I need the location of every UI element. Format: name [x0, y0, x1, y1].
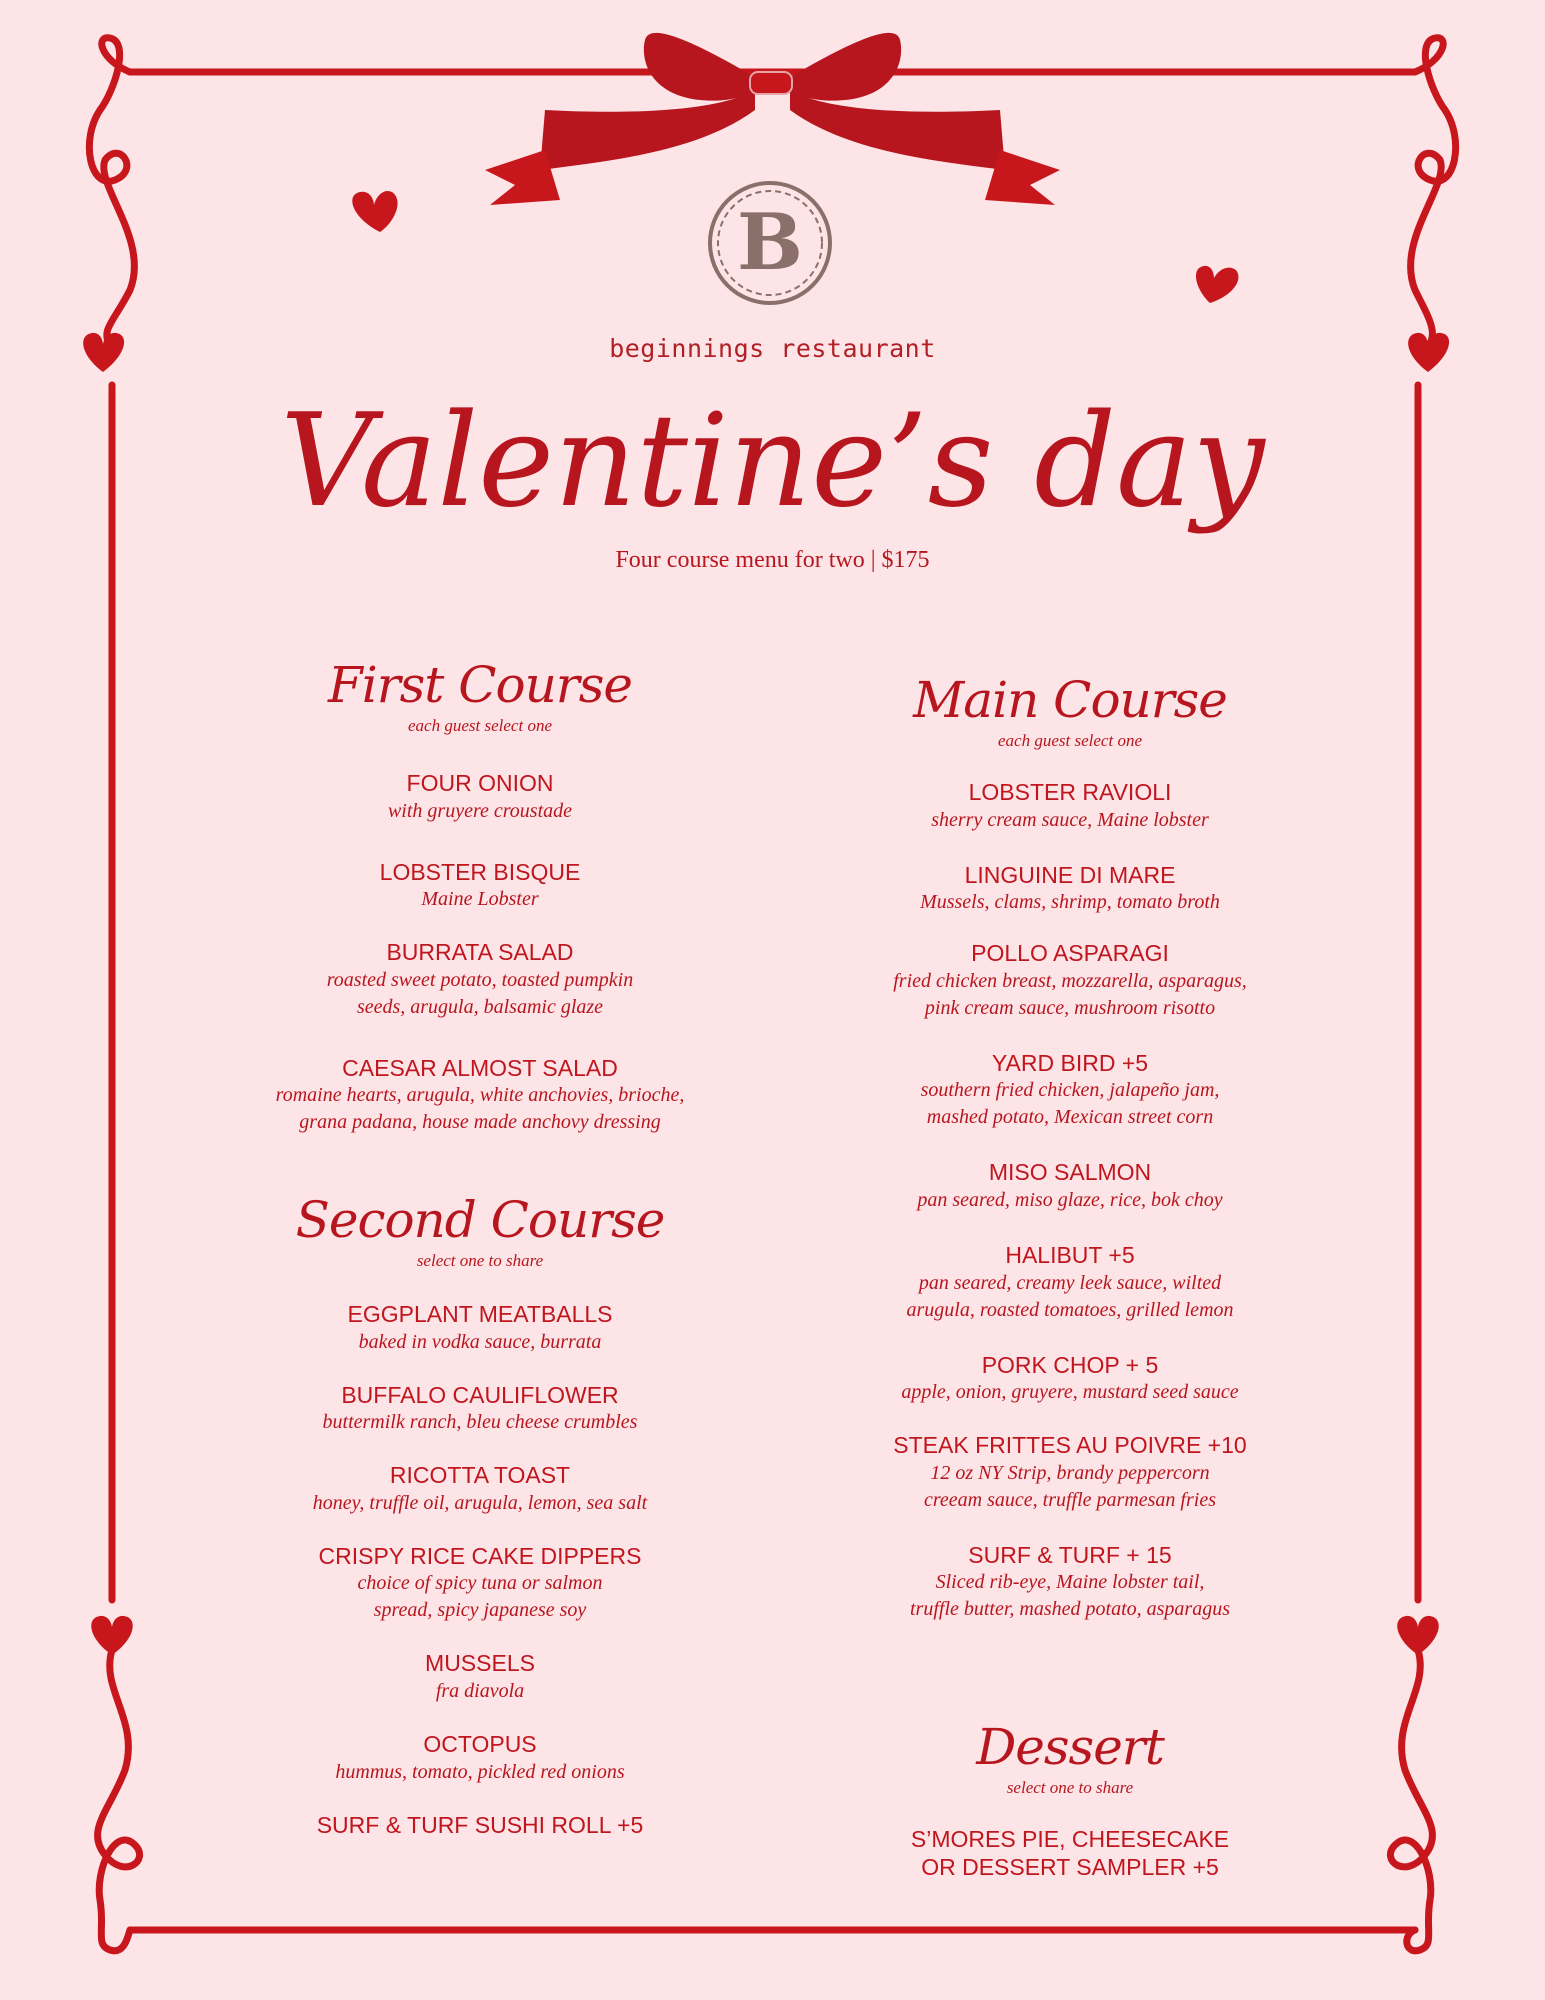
- item-desc: buttermilk ranch, bleu cheese crumbles: [322, 1411, 638, 1434]
- menu-item: [220, 1382, 740, 1437]
- menu-subtitle: Four course menu for two | $175: [615, 547, 930, 573]
- item-name: BURRATA SALAD: [386, 939, 574, 966]
- menu-item: [220, 939, 740, 1021]
- item-desc: apple, onion, gruyere, mustard seed sauce: [901, 1381, 1239, 1404]
- item-desc: with gruyere croustade: [387, 799, 573, 822]
- menu-title: Valentine’s day: [280, 387, 1265, 536]
- menu-item: [220, 1055, 740, 1137]
- item-name: LOBSTER BISQUE: [379, 858, 581, 885]
- item-desc: hummus, tomato, pickled red onions: [335, 1760, 625, 1783]
- course-title: First Course: [328, 656, 632, 714]
- menu-item: [810, 940, 1330, 1022]
- dessert-section: [810, 1718, 1330, 1881]
- item-desc: fra diavola: [435, 1679, 525, 1702]
- item-desc: romaine hearts, arugula, white anchovies, brioche, grana padana, house made anchovy dressing: [275, 1084, 685, 1134]
- item-desc: pan seared, creamy leek sauce, wilted arugula, roasted tomatoes, grilled lemon: [906, 1271, 1234, 1321]
- first-course-section: [220, 656, 740, 1136]
- item-name: BUFFALO CAULIFLOWER: [341, 1381, 619, 1408]
- menu-item: [220, 1301, 740, 1356]
- course-title: Main Course: [913, 671, 1227, 729]
- menu-item: [220, 770, 740, 825]
- logo-letter: B: [737, 197, 803, 288]
- course-note: select one to share: [416, 1251, 544, 1270]
- item-name: POLLO ASPARAGI: [971, 940, 1169, 967]
- course-note: select one to share: [1006, 1778, 1134, 1797]
- course-note: each guest select one: [998, 731, 1142, 750]
- menu-item: [220, 1731, 740, 1786]
- logo: [703, 176, 837, 310]
- item-desc: fried chicken breast, mozzarella, asparagus, pink cream sauce, mushroom risotto: [893, 969, 1247, 1019]
- course-title: Dessert: [976, 1718, 1164, 1776]
- item-desc: roasted sweet potato, toasted pumpkin seeds, arugula, balsamic glaze: [326, 968, 634, 1018]
- course-title: Second Course: [295, 1191, 665, 1249]
- item-name: EGGPLANT MEATBALLS: [347, 1301, 613, 1327]
- top-right-swirl: [1411, 38, 1456, 350]
- item-desc: Sliced rib-eye, Maine lobster tail, truffle butter, mashed potato, asparagus: [909, 1571, 1230, 1621]
- second-course-section: [220, 1191, 740, 1839]
- item-name: HALIBUT +5: [1005, 1241, 1135, 1268]
- menu-item: [810, 1432, 1330, 1514]
- item-name: LINGUINE DI MARE: [964, 861, 1176, 888]
- item-desc: sherry cream sauce, Maine lobster: [931, 808, 1209, 831]
- item-desc: Mussels, clams, shrimp, tomato broth: [920, 891, 1220, 914]
- menu-item: [810, 1826, 1330, 1881]
- item-name: FOUR ONION: [406, 770, 554, 796]
- item-name: YARD BIRD +5: [991, 1049, 1149, 1076]
- restaurant-name: beginnings restaurant: [609, 334, 936, 363]
- bottom-right-swirl: [1390, 1650, 1432, 1951]
- heart-icon: [1196, 266, 1238, 303]
- heart-icon: [1397, 1616, 1438, 1655]
- bottom-left-swirl: [98, 1650, 140, 1951]
- item-name: STEAK FRITTES AU POIVRE +10: [893, 1432, 1247, 1459]
- item-desc: honey, truffle oil, arugula, lemon, sea salt: [312, 1491, 648, 1514]
- item-name: CRISPY RICE CAKE DIPPERS: [318, 1542, 642, 1569]
- item-desc: pan seared, miso glaze, rice, bok choy: [917, 1188, 1223, 1211]
- menu-item: [810, 1242, 1330, 1324]
- item-name: RICOTTA TOAST: [389, 1462, 571, 1489]
- menu-item: [810, 1159, 1330, 1214]
- heart-icon: [91, 1616, 132, 1655]
- menu-item: [810, 862, 1330, 917]
- menu-item: [220, 1462, 740, 1517]
- main-course-section: [810, 671, 1330, 1623]
- menu-item: [810, 779, 1330, 834]
- item-desc: choice of spicy tuna or salmon spread, spicy japanese soy: [357, 1572, 603, 1622]
- menu-item: [220, 859, 740, 914]
- item-desc: 12 oz NY Strip, brandy peppercorn creeam sauce, truffle parmesan fries: [924, 1461, 1216, 1511]
- item-desc: southern fried chicken, jalapeño jam, mashed potato, Mexican street corn: [920, 1079, 1220, 1129]
- item-name: MUSSELS: [425, 1650, 535, 1677]
- item-name: SURF & TURF SUSHI ROLL +5: [316, 1811, 644, 1838]
- menu-item: [220, 1812, 740, 1840]
- item-name: MISO SALMON: [988, 1159, 1152, 1186]
- top-left-swirl: [89, 38, 134, 345]
- item-desc: Maine Lobster: [421, 888, 539, 911]
- course-note: each guest select one: [408, 716, 552, 735]
- item-name: PORK CHOP + 5: [981, 1351, 1159, 1378]
- item-name: OCTOPUS: [423, 1730, 537, 1757]
- menu-item: [810, 1050, 1330, 1132]
- item-name: S’MORES PIE, CHEESECAKE OR DESSERT SAMPLER +5: [910, 1826, 1230, 1880]
- menu-item: [220, 1543, 740, 1625]
- item-name: SURF & TURF + 15: [968, 1541, 1172, 1568]
- item-name: LOBSTER RAVIOLI: [968, 779, 1172, 805]
- menu-item: [810, 1352, 1330, 1407]
- menu-item: [220, 1650, 740, 1705]
- heart-icon: [352, 191, 397, 232]
- item-name: CAESAR ALMOST SALAD: [342, 1054, 618, 1081]
- item-desc: baked in vodka sauce, burrata: [358, 1330, 602, 1353]
- menu-item: [810, 1542, 1330, 1624]
